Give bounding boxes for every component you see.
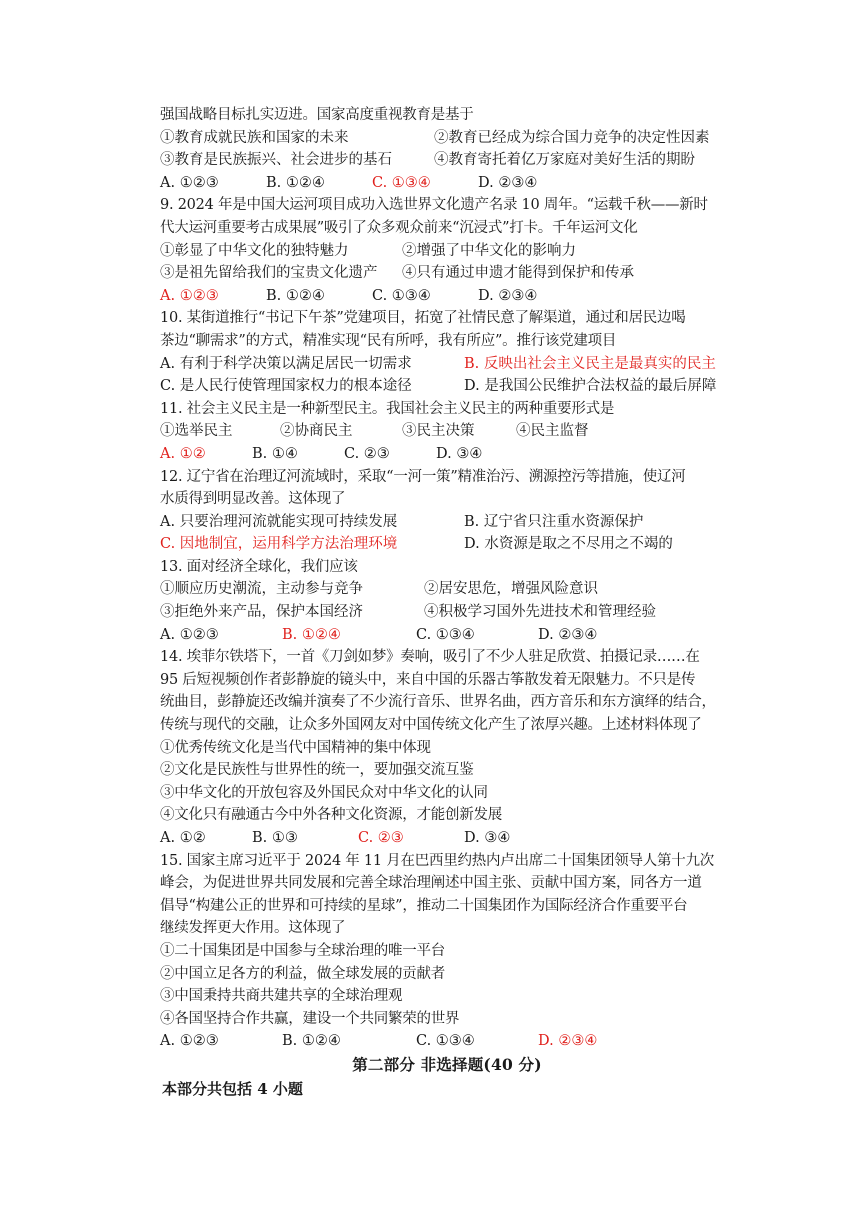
question-9-stem-line-1: 9. 2024 年是中国大运河项目成功入选世界文化遗产名录 10 周年。“运载千秋——新时 bbox=[160, 197, 708, 214]
question-11-choice-b: B. ①④ bbox=[252, 445, 298, 462]
question-15-stem-line-3: 倡导“构建公正的世界和可持续的星球”，推动二十国集团作为国际经济合作重要平台 bbox=[160, 897, 688, 914]
question-15-stem-line-4: 继续发挥更大作用。这体现了 bbox=[160, 920, 346, 937]
question-12-stem-line-2: 水质得到明显改善。这体现了 bbox=[160, 491, 346, 508]
question-9-choice-b: B. ①②④ bbox=[266, 287, 325, 304]
question-8-option-4: ④教育寄托着亿万家庭对美好生活的期盼 bbox=[434, 152, 695, 169]
exam-page bbox=[160, 104, 740, 1101]
question-14-choice-b: B. ①③ bbox=[252, 830, 298, 846]
question-13-choice-a: A. ①②③ bbox=[160, 626, 219, 643]
question-15-choice-a: A. ①②③ bbox=[160, 1033, 219, 1050]
question-13-option-4: ④积极学习国外先进技术和管理经验 bbox=[424, 604, 656, 621]
question-13-options-row-2 bbox=[160, 601, 740, 624]
question-9-options-row-1 bbox=[160, 240, 740, 263]
question-8-stem-tail: 强国战略目标扎实迈进。国家高度重视教育是基于 bbox=[160, 107, 474, 123]
question-10-choice-b-answer: B. 反映出社会主义民主是最真实的民主 bbox=[464, 355, 716, 372]
question-10-choice-c: C. 是人民行使管理国家权力的根本途径 bbox=[160, 378, 412, 395]
question-11-stem: 11. 社会主义民主是一种新型民主。我国社会主义民主的两种重要形式是 bbox=[160, 400, 615, 417]
question-8-options-row-2 bbox=[160, 149, 740, 172]
question-15-choice-c: C. ①③④ bbox=[416, 1033, 475, 1050]
section-two-subtitle: 本部分共包括 4 小题 bbox=[162, 1079, 303, 1098]
question-11-choice-c: C. ②③ bbox=[344, 445, 390, 462]
question-9-options-row-2 bbox=[160, 262, 740, 285]
question-14-stem-line-3: 统曲目，彭静旋还改编并演奏了不少流行音乐、世界名曲，西方音乐和东方演绎的结合， bbox=[160, 694, 716, 711]
question-15-option-1: ①二十国集团是中国参与全球治理的唯一平台 bbox=[160, 942, 445, 959]
question-14-choice-d: D. ③④ bbox=[464, 830, 511, 846]
question-15-option-2: ②中国立足各方的利益，做全球发展的贡献者 bbox=[160, 965, 445, 982]
section-two-title: 第二部分 非选择题(40 分) bbox=[352, 1054, 542, 1074]
question-9-option-4: ④只有通过申遗才能得到保护和传承 bbox=[402, 265, 634, 282]
question-15-option-4: ④各国坚持合作共赢，建设一个共同繁荣的世界 bbox=[160, 1010, 460, 1027]
question-13-choice-d: D. ②③④ bbox=[538, 626, 598, 643]
question-14-choices bbox=[160, 827, 740, 850]
question-12-choices-row-2 bbox=[160, 533, 740, 556]
question-9-choice-c: C. ①③④ bbox=[372, 287, 431, 304]
question-15-choices bbox=[160, 1030, 740, 1053]
question-10-choice-a: A. 有利于科学决策以满足居民一切需求 bbox=[160, 355, 412, 372]
question-8-choice-c-answer: C. ①③④ bbox=[372, 174, 431, 191]
question-10-choice-d: D. 是我国公民维护合法权益的最后屏障 bbox=[464, 378, 717, 395]
question-9-option-2: ②增强了中华文化的影响力 bbox=[402, 242, 576, 259]
question-9-choice-d: D. ②③④ bbox=[478, 287, 538, 304]
question-15-choice-b: B. ①②④ bbox=[282, 1033, 341, 1050]
question-11-choice-d: D. ③④ bbox=[436, 445, 483, 462]
question-10-choices-row-2 bbox=[160, 375, 740, 398]
question-12-choice-a: A. 只要治理河流就能实现可持续发展 bbox=[160, 513, 398, 530]
question-14-stem-line-4: 传统与现代的交融，让众多外国网友对中国传统文化产生了浓厚兴趣。上述材料体现了 bbox=[160, 717, 702, 734]
question-13-choice-c: C. ①③④ bbox=[416, 626, 475, 643]
question-9-choices bbox=[160, 285, 740, 308]
question-9-choice-a-answer: A. ①②③ bbox=[160, 287, 219, 304]
question-11-choice-a-answer: A. ①② bbox=[160, 445, 206, 462]
question-13-option-3: ③拒绝外来产品，保护本国经济 bbox=[160, 604, 363, 621]
question-14-choice-a: A. ①② bbox=[160, 830, 206, 846]
question-11-option-3: ③民主决策 bbox=[402, 423, 475, 440]
question-11-choices bbox=[160, 443, 740, 466]
question-14-stem-line-1: 14. 埃菲尔铁塔下，一首《刀剑如梦》奏响，吸引了不少人驻足欣赏、拍摄记录……在 bbox=[160, 649, 700, 666]
question-13-stem: 13. 面对经济全球化，我们应该 bbox=[160, 558, 358, 575]
question-13-choices bbox=[160, 624, 740, 647]
question-15-option-3: ③中国秉持共商共建共享的全球治理观 bbox=[160, 988, 403, 1005]
question-13-choice-b-answer: B. ①②④ bbox=[282, 626, 341, 643]
question-8-choice-a: A. ①②③ bbox=[160, 174, 219, 191]
question-8-option-1: ①教育成就民族和国家的未来 bbox=[160, 129, 349, 146]
question-9-stem-line-2: 代大运河重要考古成果展”吸引了众多观众前来“沉浸式”打卡。千年运河文化 bbox=[160, 219, 638, 236]
question-12-choices-row-1 bbox=[160, 511, 740, 534]
question-10-stem-line-1: 10. 某街道推行“书记下午茶”党建项目，拓宽了社情民意了解渠道，通过和居民边喝 bbox=[160, 310, 686, 327]
question-14-option-3: ③中华文化的开放包容及外国民众对中华文化的认同 bbox=[160, 784, 488, 801]
question-11-options bbox=[160, 420, 740, 443]
question-12-stem-line-1: 12. 辽宁省在治理辽河流域时，采取“一河一策”精准治污、溯源控污等措施，使辽河 bbox=[160, 468, 686, 485]
question-14-choice-c-answer: C. ②③ bbox=[358, 830, 404, 846]
question-15-stem-line-1: 15. 国家主席习近平于 2024 年 11 月在巴西里约热内卢出席二十国集团领导人第十九次 bbox=[160, 852, 714, 869]
question-8-options-row-1 bbox=[160, 127, 740, 150]
question-8-choice-d: D. ②③④ bbox=[478, 174, 538, 191]
question-8-choice-b: B. ①②④ bbox=[266, 174, 325, 191]
question-13-option-2: ②居安思危，增强风险意识 bbox=[424, 581, 598, 598]
question-15-choice-d-answer: D. ②③④ bbox=[538, 1033, 598, 1050]
question-8-option-2: ②教育已经成为综合国力竞争的决定性因素 bbox=[434, 129, 710, 146]
question-14-stem-line-2: 95 后短视频创作者彭静旋的镜头中，来自中国的乐器古筝散发着无限魅力。不只是传 bbox=[160, 671, 696, 688]
question-14-option-2: ②文化是民族性与世界性的统一，要加强交流互鉴 bbox=[160, 762, 474, 779]
question-11-option-1: ①选举民主 bbox=[160, 423, 233, 440]
question-9-option-3: ③是祖先留给我们的宝贵文化遗产 bbox=[160, 265, 378, 282]
question-10-choices-row-1 bbox=[160, 353, 740, 376]
question-10-stem-line-2: 茶边“聊需求”的方式，精准实现“民有所呼，我有所应”。推行该党建项目 bbox=[160, 332, 617, 349]
question-12-choice-c-answer: C. 因地制宜，运用科学方法治理环境 bbox=[160, 536, 398, 553]
question-12-choice-b: B. 辽宁省只注重水资源保护 bbox=[464, 513, 644, 530]
question-13-options-row-1 bbox=[160, 578, 740, 601]
question-11-option-4: ④民主监督 bbox=[516, 423, 589, 440]
question-13-option-1: ①顺应历史潮流，主动参与竞争 bbox=[160, 581, 363, 598]
question-15-stem-line-2: 峰会，为促进世界共同发展和完善全球治理阐述中国主张、贡献中国方案，同各方一道 bbox=[160, 875, 702, 892]
question-8-choices bbox=[160, 172, 740, 195]
question-11-option-2: ②协商民主 bbox=[280, 423, 353, 440]
question-14-option-1: ①优秀传统文化是当代中国精神的集中体现 bbox=[160, 739, 431, 756]
question-9-option-1: ①彰显了中华文化的独特魅力 bbox=[160, 242, 349, 259]
question-12-choice-d: D. 水资源是取之不尽用之不竭的 bbox=[464, 536, 673, 553]
question-8-option-3: ③教育是民族振兴、社会进步的基石 bbox=[160, 152, 392, 169]
question-14-option-4: ④文化只有融通古今中外各种文化资源，才能创新发展 bbox=[160, 807, 502, 824]
